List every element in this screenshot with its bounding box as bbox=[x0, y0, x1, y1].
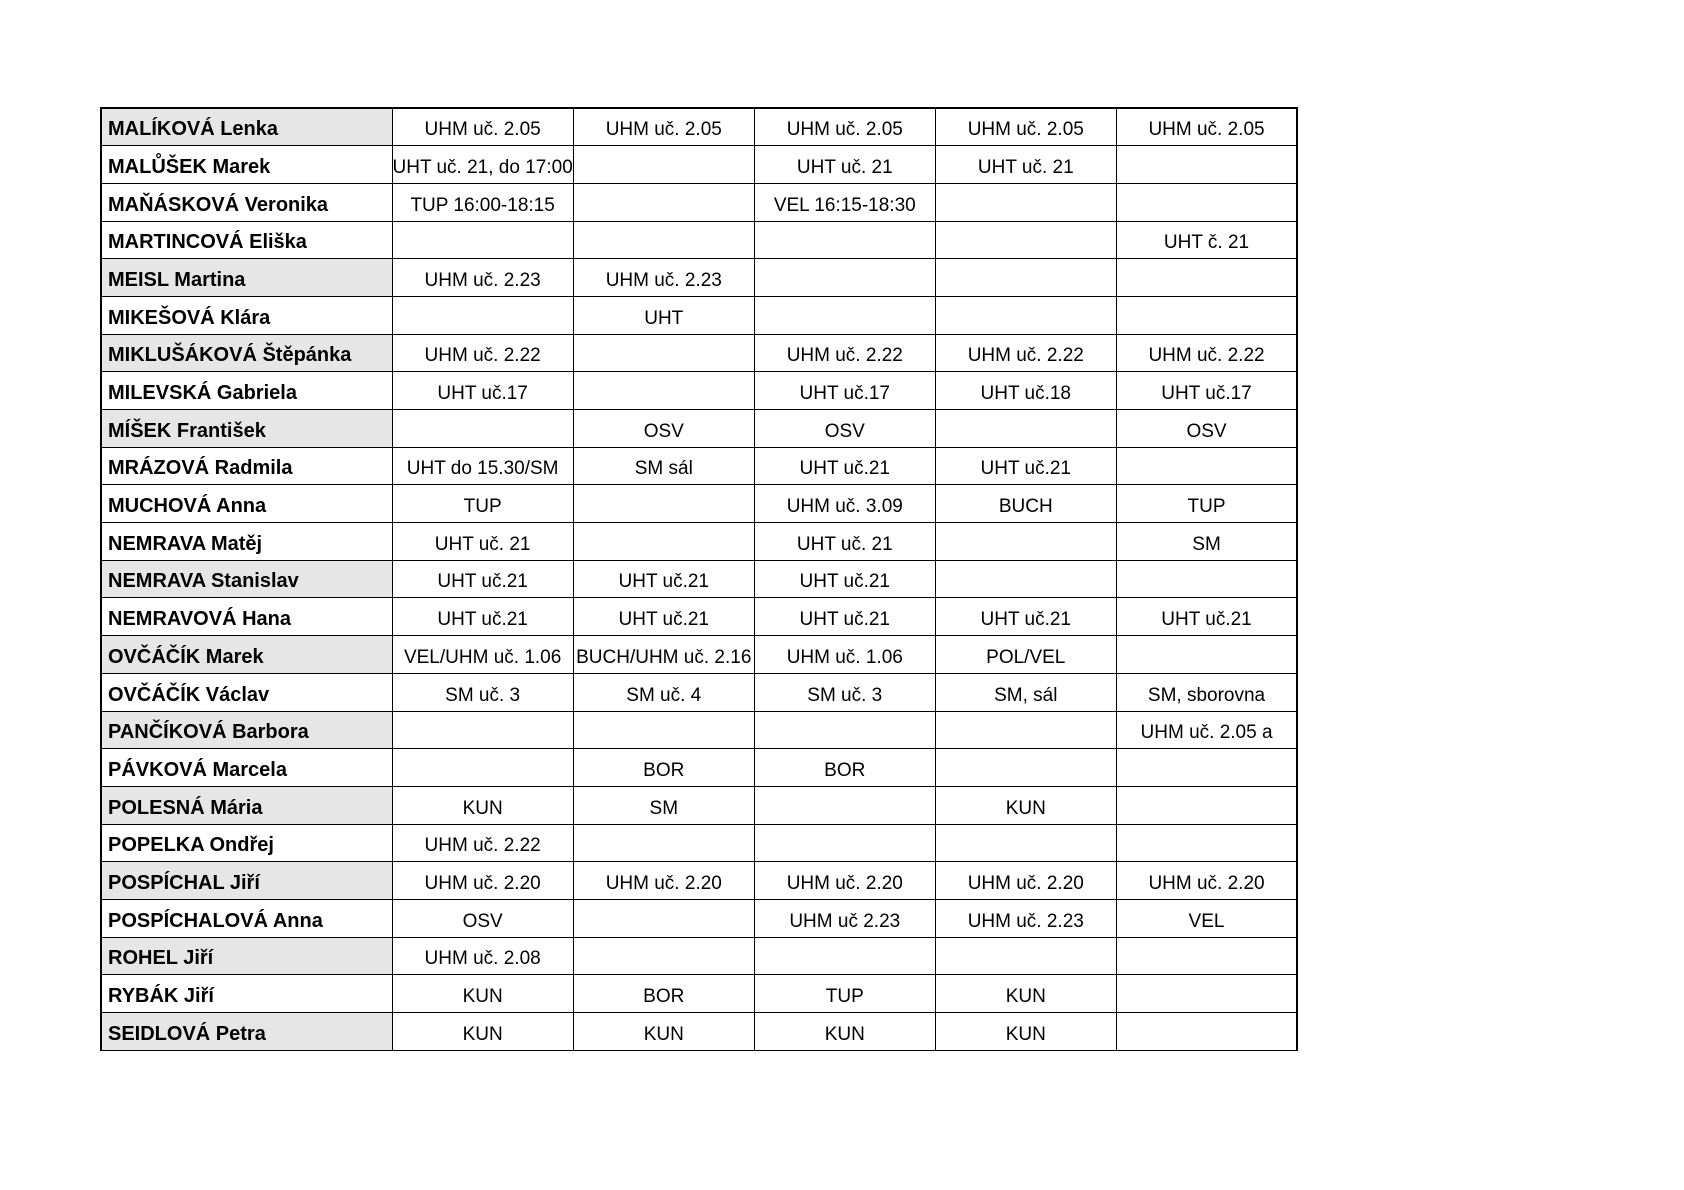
schedule-cell-day-5: UHT uč.17 bbox=[1116, 372, 1297, 410]
table-row bbox=[101, 372, 1297, 410]
schedule-cell-day-1: UHT uč.21 bbox=[392, 560, 573, 598]
table-row bbox=[101, 523, 1297, 561]
schedule-cell-day-5 bbox=[1116, 1013, 1297, 1051]
schedule-cell-day-5 bbox=[1116, 146, 1297, 184]
schedule-cell-day-1 bbox=[392, 711, 573, 749]
schedule-cell-day-4: UHM uč. 2.05 bbox=[935, 108, 1116, 146]
schedule-cell-day-3 bbox=[754, 296, 935, 334]
teacher-name-cell: POSPÍCHAL Jiří bbox=[101, 862, 392, 900]
teacher-name-cell: POPELKA Ondřej bbox=[101, 824, 392, 862]
schedule-cell-day-3: UHM uč. 2.22 bbox=[754, 334, 935, 372]
schedule-cell-day-1 bbox=[392, 296, 573, 334]
schedule-cell-day-1: UHM uč. 2.22 bbox=[392, 334, 573, 372]
schedule-cell-day-3: SM uč. 3 bbox=[754, 673, 935, 711]
schedule-cell-day-4 bbox=[935, 221, 1116, 259]
teacher-name-cell: POLESNÁ Mária bbox=[101, 786, 392, 824]
schedule-cell-day-2: SM bbox=[573, 786, 754, 824]
schedule-cell-day-4 bbox=[935, 296, 1116, 334]
schedule-cell-day-5 bbox=[1116, 975, 1297, 1013]
teacher-name-cell: NEMRAVA Stanislav bbox=[101, 560, 392, 598]
schedule-cell-day-1: SM uč. 3 bbox=[392, 673, 573, 711]
schedule-cell-day-4 bbox=[935, 711, 1116, 749]
schedule-cell-day-5 bbox=[1116, 259, 1297, 297]
schedule-cell-day-3: UHT uč. 21 bbox=[754, 523, 935, 561]
schedule-cell-day-2: KUN bbox=[573, 1013, 754, 1051]
table-row bbox=[101, 899, 1297, 937]
teacher-name-cell: MARTINCOVÁ Eliška bbox=[101, 221, 392, 259]
schedule-cell-day-1: UHM uč. 2.23 bbox=[392, 259, 573, 297]
table-row bbox=[101, 485, 1297, 523]
schedule-cell-day-2 bbox=[573, 334, 754, 372]
table-row bbox=[101, 146, 1297, 184]
schedule-cell-day-3 bbox=[754, 824, 935, 862]
schedule-cell-day-3: UHT uč.21 bbox=[754, 447, 935, 485]
schedule-sheet bbox=[100, 107, 1298, 1051]
schedule-cell-day-1: UHT do 15.30/SM bbox=[392, 447, 573, 485]
schedule-cell-day-2 bbox=[573, 711, 754, 749]
schedule-cell-day-2: UHT bbox=[573, 296, 754, 334]
teacher-name-cell: MIKEŠOVÁ Klára bbox=[101, 296, 392, 334]
schedule-cell-day-5 bbox=[1116, 183, 1297, 221]
schedule-cell-day-3: KUN bbox=[754, 1013, 935, 1051]
teacher-name-cell: MILEVSKÁ Gabriela bbox=[101, 372, 392, 410]
teacher-name-cell: MRÁZOVÁ Radmila bbox=[101, 447, 392, 485]
schedule-cell-day-5: OSV bbox=[1116, 410, 1297, 448]
teacher-name-cell: MAŇÁSKOVÁ Veronika bbox=[101, 183, 392, 221]
schedule-cell-day-3: UHM uč. 2.20 bbox=[754, 862, 935, 900]
schedule-cell-day-5: UHT č. 21 bbox=[1116, 221, 1297, 259]
table-row bbox=[101, 183, 1297, 221]
schedule-cell-day-3: UHT uč.17 bbox=[754, 372, 935, 410]
teacher-name-cell: OVČÁČÍK Marek bbox=[101, 636, 392, 674]
table-row bbox=[101, 259, 1297, 297]
schedule-cell-day-5: SM bbox=[1116, 523, 1297, 561]
schedule-cell-day-5: UHM uč. 2.22 bbox=[1116, 334, 1297, 372]
schedule-cell-day-3 bbox=[754, 937, 935, 975]
table-row bbox=[101, 410, 1297, 448]
teacher-name-cell: MALŮŠEK Marek bbox=[101, 146, 392, 184]
teacher-name-cell: NEMRAVOVÁ Hana bbox=[101, 598, 392, 636]
schedule-cell-day-1: UHM uč. 2.08 bbox=[392, 937, 573, 975]
schedule-cell-day-2: UHM uč. 2.20 bbox=[573, 862, 754, 900]
schedule-cell-day-4 bbox=[935, 259, 1116, 297]
schedule-cell-day-3: TUP bbox=[754, 975, 935, 1013]
table-row bbox=[101, 560, 1297, 598]
schedule-cell-day-2 bbox=[573, 183, 754, 221]
schedule-cell-day-2: SM uč. 4 bbox=[573, 673, 754, 711]
schedule-cell-day-4 bbox=[935, 183, 1116, 221]
schedule-cell-day-3: BOR bbox=[754, 749, 935, 787]
table-row bbox=[101, 1013, 1297, 1051]
schedule-cell-day-4: KUN bbox=[935, 1013, 1116, 1051]
schedule-cell-day-4: UHM uč. 2.23 bbox=[935, 899, 1116, 937]
teacher-name-cell: PANČÍKOVÁ Barbora bbox=[101, 711, 392, 749]
schedule-cell-day-3: OSV bbox=[754, 410, 935, 448]
schedule-cell-day-3: UHM uč. 2.05 bbox=[754, 108, 935, 146]
schedule-cell-day-1: TUP bbox=[392, 485, 573, 523]
schedule-cell-day-4: UHT uč. 21 bbox=[935, 146, 1116, 184]
schedule-cell-day-3: UHM uč. 3.09 bbox=[754, 485, 935, 523]
schedule-table bbox=[100, 107, 1298, 1051]
schedule-cell-day-1: KUN bbox=[392, 786, 573, 824]
schedule-cell-day-2 bbox=[573, 146, 754, 184]
schedule-cell-day-5 bbox=[1116, 824, 1297, 862]
schedule-cell-day-1: UHT uč.17 bbox=[392, 372, 573, 410]
schedule-cell-day-2 bbox=[573, 899, 754, 937]
schedule-cell-day-3: UHM uč. 1.06 bbox=[754, 636, 935, 674]
teacher-name-cell: RYBÁK Jiří bbox=[101, 975, 392, 1013]
schedule-cell-day-4 bbox=[935, 410, 1116, 448]
schedule-cell-day-4: SM, sál bbox=[935, 673, 1116, 711]
schedule-cell-day-1: VEL/UHM uč. 1.06 bbox=[392, 636, 573, 674]
schedule-cell-day-1: OSV bbox=[392, 899, 573, 937]
schedule-cell-day-1 bbox=[392, 410, 573, 448]
schedule-cell-day-5 bbox=[1116, 560, 1297, 598]
schedule-cell-day-5 bbox=[1116, 937, 1297, 975]
schedule-cell-day-2 bbox=[573, 485, 754, 523]
schedule-cell-day-4: BUCH bbox=[935, 485, 1116, 523]
schedule-cell-day-1 bbox=[392, 749, 573, 787]
schedule-cell-day-4: UHM uč. 2.22 bbox=[935, 334, 1116, 372]
schedule-cell-day-4: UHM uč. 2.20 bbox=[935, 862, 1116, 900]
schedule-cell-day-4: KUN bbox=[935, 786, 1116, 824]
teacher-name-cell: POSPÍCHALOVÁ Anna bbox=[101, 899, 392, 937]
schedule-cell-day-4: KUN bbox=[935, 975, 1116, 1013]
schedule-cell-day-2 bbox=[573, 824, 754, 862]
schedule-cell-day-1: TUP 16:00-18:15 bbox=[392, 183, 573, 221]
schedule-cell-day-5: UHM uč. 2.20 bbox=[1116, 862, 1297, 900]
schedule-cell-day-1: UHT uč. 21 bbox=[392, 523, 573, 561]
schedule-cell-day-2: UHT uč.21 bbox=[573, 560, 754, 598]
schedule-cell-day-5: UHM uč. 2.05 a bbox=[1116, 711, 1297, 749]
schedule-cell-day-2 bbox=[573, 372, 754, 410]
table-row bbox=[101, 296, 1297, 334]
table-row bbox=[101, 598, 1297, 636]
schedule-cell-day-1: UHT uč.21 bbox=[392, 598, 573, 636]
schedule-cell-day-4: UHT uč.18 bbox=[935, 372, 1116, 410]
schedule-cell-day-1: KUN bbox=[392, 1013, 573, 1051]
schedule-cell-day-1 bbox=[392, 221, 573, 259]
schedule-cell-day-5: UHT uč.21 bbox=[1116, 598, 1297, 636]
schedule-cell-day-3 bbox=[754, 711, 935, 749]
schedule-cell-day-5 bbox=[1116, 447, 1297, 485]
schedule-cell-day-3: UHT uč.21 bbox=[754, 598, 935, 636]
table-row bbox=[101, 862, 1297, 900]
table-row bbox=[101, 711, 1297, 749]
table-row bbox=[101, 221, 1297, 259]
schedule-cell-day-5: VEL bbox=[1116, 899, 1297, 937]
schedule-cell-day-4: POL/VEL bbox=[935, 636, 1116, 674]
schedule-cell-day-1: KUN bbox=[392, 975, 573, 1013]
table-row bbox=[101, 447, 1297, 485]
schedule-cell-day-4 bbox=[935, 749, 1116, 787]
schedule-cell-day-5 bbox=[1116, 749, 1297, 787]
table-row bbox=[101, 975, 1297, 1013]
schedule-cell-day-5: SM, sborovna bbox=[1116, 673, 1297, 711]
schedule-cell-day-5 bbox=[1116, 296, 1297, 334]
schedule-cell-day-2: UHM uč. 2.05 bbox=[573, 108, 754, 146]
teacher-name-cell: OVČÁČÍK Václav bbox=[101, 673, 392, 711]
teacher-name-cell: ROHEL Jiří bbox=[101, 937, 392, 975]
schedule-cell-day-2: OSV bbox=[573, 410, 754, 448]
teacher-name-cell: PÁVKOVÁ Marcela bbox=[101, 749, 392, 787]
table-row bbox=[101, 937, 1297, 975]
teacher-name-cell: MÍŠEK František bbox=[101, 410, 392, 448]
teacher-name-cell: SEIDLOVÁ Petra bbox=[101, 1013, 392, 1051]
teacher-name-cell: MEISL Martina bbox=[101, 259, 392, 297]
table-row bbox=[101, 749, 1297, 787]
schedule-cell-day-3 bbox=[754, 221, 935, 259]
schedule-cell-day-3: UHT uč. 21 bbox=[754, 146, 935, 184]
schedule-cell-day-3: UHT uč.21 bbox=[754, 560, 935, 598]
schedule-cell-day-4 bbox=[935, 824, 1116, 862]
schedule-cell-day-2: BUCH/UHM uč. 2.16 bbox=[573, 636, 754, 674]
schedule-cell-day-2: UHM uč. 2.23 bbox=[573, 259, 754, 297]
schedule-cell-day-3: VEL 16:15-18:30 bbox=[754, 183, 935, 221]
schedule-cell-day-3 bbox=[754, 786, 935, 824]
schedule-cell-day-2: BOR bbox=[573, 749, 754, 787]
schedule-cell-day-3: UHM uč 2.23 bbox=[754, 899, 935, 937]
teacher-name-cell: MUCHOVÁ Anna bbox=[101, 485, 392, 523]
schedule-cell-day-4 bbox=[935, 937, 1116, 975]
schedule-cell-day-2 bbox=[573, 523, 754, 561]
schedule-cell-day-1: UHM uč. 2.22 bbox=[392, 824, 573, 862]
schedule-cell-day-2: UHT uč.21 bbox=[573, 598, 754, 636]
schedule-cell-day-2: BOR bbox=[573, 975, 754, 1013]
schedule-cell-day-5 bbox=[1116, 786, 1297, 824]
table-row bbox=[101, 824, 1297, 862]
schedule-cell-day-2 bbox=[573, 937, 754, 975]
teacher-name-cell: MIKLUŠÁKOVÁ Štěpánka bbox=[101, 334, 392, 372]
schedule-cell-day-5: UHM uč. 2.05 bbox=[1116, 108, 1297, 146]
schedule-cell-day-1: UHT uč. 21, do 17:00 bbox=[392, 146, 573, 184]
table-row bbox=[101, 786, 1297, 824]
schedule-cell-day-4: UHT uč.21 bbox=[935, 447, 1116, 485]
schedule-cell-day-5: TUP bbox=[1116, 485, 1297, 523]
schedule-cell-day-4 bbox=[935, 523, 1116, 561]
table-row bbox=[101, 334, 1297, 372]
schedule-cell-day-2 bbox=[573, 221, 754, 259]
schedule-cell-day-3 bbox=[754, 259, 935, 297]
teacher-name-cell: NEMRAVA Matěj bbox=[101, 523, 392, 561]
schedule-cell-day-5 bbox=[1116, 636, 1297, 674]
schedule-cell-day-1: UHM uč. 2.05 bbox=[392, 108, 573, 146]
table-row bbox=[101, 108, 1297, 146]
schedule-body bbox=[101, 108, 1297, 1050]
table-row bbox=[101, 673, 1297, 711]
schedule-cell-day-4: UHT uč.21 bbox=[935, 598, 1116, 636]
schedule-cell-day-2: SM sál bbox=[573, 447, 754, 485]
table-row bbox=[101, 636, 1297, 674]
schedule-cell-day-4 bbox=[935, 560, 1116, 598]
schedule-cell-day-1: UHM uč. 2.20 bbox=[392, 862, 573, 900]
teacher-name-cell: MALÍKOVÁ Lenka bbox=[101, 108, 392, 146]
